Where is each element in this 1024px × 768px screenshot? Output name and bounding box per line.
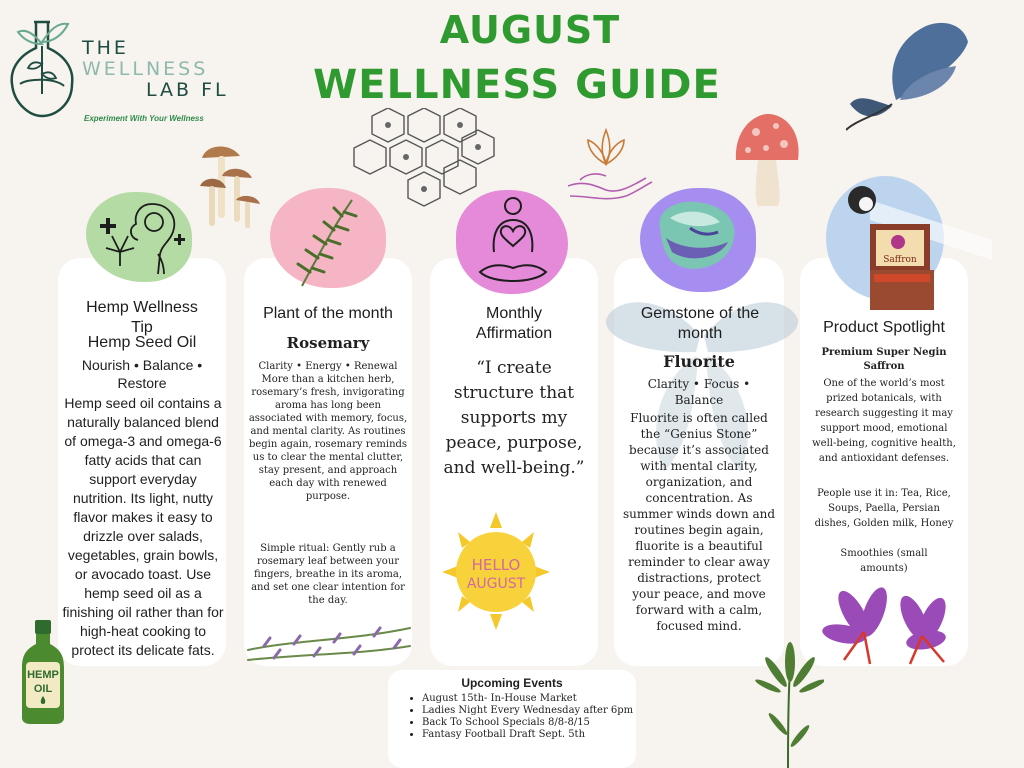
sun-line-2: AUGUST (466, 576, 526, 592)
product-subheading: Premium Super Negin Saffron (821, 347, 947, 372)
event-item: • Ladies Night Every Wednesday after 6pm (422, 705, 636, 717)
butterfly-icon (846, 20, 972, 132)
rosemary-border-icon (244, 610, 414, 666)
title-line-1: AUGUST (439, 8, 621, 52)
affirmation-quote: “I create structure that supports my peace, purpose, and well-being.” (443, 358, 585, 478)
event-item: • August 15th- In-House Market (422, 693, 636, 705)
brand-line-2: WELLNESS (82, 58, 209, 80)
rosemary-sprig-icon (282, 194, 374, 290)
sun-icon (442, 512, 550, 630)
gemstone-body: Fluorite is often called the “Genius Stone” because it’s associated with mental clarity, organization, and concentration. As summer winds down and routines begin again, fluorite is a beautiful reminder to clear away distractions, protect your peace, and move forward with a calm, focused mind. (622, 411, 776, 633)
event-item: • Back To School Specials 8/8-8/15 (422, 717, 636, 729)
hemp-oil-label-1: HEMP (27, 669, 59, 681)
gemstone-subheading: Fluorite (663, 352, 735, 371)
saffron-box-icon (866, 222, 938, 314)
hemp-body: Hemp seed oil contains a naturally balanced blend of omega-3 and omega-6 fatty acids that can support everyday nutrition. Its light, nutty flavor makes it easy to drizzle over salads, vegetables, grain bowls, or avocado toast. Use hemp seed oil as a finishing oil rather than for high-heat cooking to protect its delicate fats. (62, 395, 224, 658)
plant-heading: Plant of the month (263, 305, 393, 322)
brand-line-3: LAB FL (146, 79, 229, 101)
meditation-heart-icon (476, 194, 550, 288)
hemp-brain-icon (92, 196, 186, 280)
gemstone-tagline: Clarity • Focus • Balance (647, 377, 751, 407)
mushroom-cluster-icon (196, 138, 266, 234)
product-uses-2: Smoothies (small amounts) (840, 548, 928, 574)
hemp-oil-bottle-icon (18, 618, 68, 726)
brand-line-1: THE (82, 37, 129, 59)
brand-name (82, 38, 229, 101)
product-uses: People use it in: Tea, Rice, Soups, Paella, Persian dishes, Golden milk, Honey (814, 488, 954, 529)
events-heading: Upcoming Events (461, 676, 563, 690)
hemp-heading: Hemp Wellness Tip (86, 299, 198, 336)
event-item: • Fantasy Football Draft Sept. 5th (422, 729, 636, 741)
plant-subheading: Rosemary (286, 334, 370, 352)
flask-icon (4, 4, 80, 122)
brand-logo (4, 4, 234, 124)
events-panel (388, 670, 636, 768)
events-list (388, 693, 636, 741)
plant-tagline: Clarity • Energy • Renewal (258, 361, 398, 372)
product-body: One of the world’s most prized botanicals, with research suggesting it may support mood, emotional well-being, cognitive health, and antioxidant defenses. (812, 378, 956, 464)
brand-tagline: Experiment With Your Wellness (84, 114, 204, 123)
hemp-tagline: Nourish • Balance • Restore (81, 357, 203, 391)
hemp-subheading: Hemp Seed Oil (87, 334, 197, 351)
sun-line-1: HELLO (471, 556, 521, 574)
saffron-flower-icon (814, 582, 962, 668)
plant-body: More than a kitchen herb, rosemary’s fresh, invigorating aroma has long been associated with memory, focus, and mental clarity. As routines begin again, rosemary reminds us to clear the mental clutter, stay present, and approach each day with renewed purpose. (248, 374, 408, 502)
hand-plant-icon (566, 124, 656, 210)
gemstone-heading: Gemstone of the month (640, 305, 760, 342)
product-heading: Product Spotlight (823, 319, 945, 336)
fluorite-crystal-icon (650, 198, 740, 274)
affirmation-heading: Monthly Affirmation (475, 305, 553, 342)
hemp-oil-label-2: OIL (33, 683, 53, 695)
hemp-leaf-icon (752, 640, 824, 768)
plant-ritual: Simple ritual: Gently rub a rosemary leaf between your fingers, breathe in its aroma, and set one clear intention for the day. (251, 543, 405, 606)
saffron-box-label: Saffron (883, 255, 917, 265)
title-line-2: WELLNESS GUIDE (313, 62, 721, 108)
mushroom-icon (732, 110, 802, 210)
